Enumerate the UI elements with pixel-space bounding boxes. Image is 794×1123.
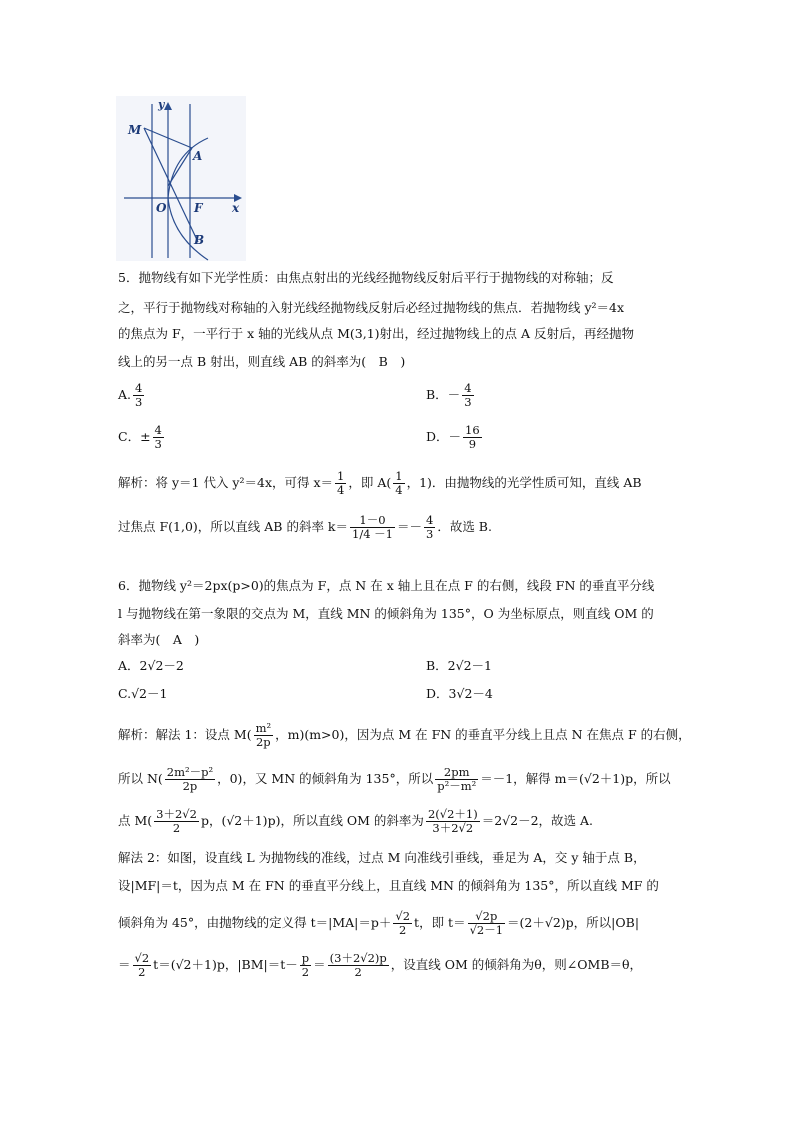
- q6-option-a: A．2√2－2: [118, 658, 184, 673]
- q6-line2: l 与抛物线在第一象限的交点为 M，直线 MN 的倾斜角为 135°，O 为坐标原点，则直线 OM 的: [118, 606, 654, 621]
- q5-line2: 之，平行于抛物线对称轴的入射光线经抛物线反射后必经过抛物线的焦点．若抛物线 y²＝4x: [118, 300, 625, 315]
- q6-option-b: B．2√2－1: [426, 658, 493, 673]
- q5-line3: 的焦点为 F，一平行于 x 轴的光线从点 M(3,1)射出，经过抛物线上的点 A 反射后，再经抛物: [118, 326, 635, 341]
- q6-option-c: C.√2－1: [118, 686, 168, 701]
- label-O: O: [156, 201, 167, 215]
- q5-option-a: A. $\frac{4}{3}$: [118, 381, 143, 409]
- q6-option-d: D．3√2－4: [426, 686, 493, 701]
- label-y: y: [158, 98, 165, 111]
- q5-option-c: C．± $\frac{4}{3}$: [118, 423, 162, 451]
- q5-line4: 线上的另一点 B 射出，则直线 AB 的斜率为( B ): [118, 354, 406, 369]
- q5-solution-line2: 过焦点 F(1,0)，所以直线 AB 的斜率 k＝ $\frac{1-0}{1/4 -1}$ ＝－ $\frac{4}{3}$ ．故选 B.: [118, 513, 492, 541]
- q6-solution-line6: 倾斜角为 45°，由抛物线的定义得 t＝|MA|＝p＋ $\frac{√2}{2}$ t，即 t＝ $\frac{√2p}{√2-1}$ ＝(2＋√2)p，所以|OB|: [118, 909, 640, 937]
- q6-line3: 斜率为( A ): [118, 632, 200, 647]
- label-M: M: [128, 123, 142, 137]
- y-axis-arrow: [164, 102, 172, 110]
- q6-solution-line3: 点 M( $\frac{3+2√2}{2}$ p，(√2＋1)p)，所以直线 OM 的斜率为 $\frac{2(√2+1)}{3+2√2}$ ＝2√2－2，故选 A.: [118, 807, 594, 835]
- q5-solution-line1: 解析：将 y＝1 代入 y²＝4x，可得 x＝ $\frac{1}{4}$ ，即 A( $\frac{1}{4}$ ，1)．由抛物线的光学性质可知，直线 AB: [118, 469, 642, 497]
- parabola-diagram: [116, 96, 246, 261]
- q6-solution-line2: 所以 N( $\frac{\text{2m²－p²}}{2p}$ ，0)，又 MN 的倾斜角为 135°，所以 $\frac{2pm}{\text{p²－m²}}$ ＝－1，解得 m＝(√2＋1)p，所以: [118, 765, 671, 793]
- label-A: A: [193, 149, 203, 163]
- q6-line1: 6．抛物线 y²＝2px(p>0)的焦点为 F，点 N 在 x 轴上且在点 F 的右侧，线段 FN 的垂直平分线: [118, 578, 655, 593]
- parabola-figure: [116, 96, 246, 261]
- q6-solution-line4: 解法 2：如图，设直线 L 为抛物线的准线，过点 M 向准线引垂线，垂足为 A，交 y 轴于点 B，: [118, 850, 646, 865]
- label-F: F: [194, 201, 203, 215]
- q5-option-b: B．－ $\frac{4}{3}$: [426, 381, 472, 409]
- q5-option-d: D．－ $\frac{16}{9}$: [426, 423, 480, 451]
- label-x: x: [232, 201, 240, 215]
- q6-solution-line5: 设|MF|＝t，因为点 M 在 FN 的垂直平分线上，且直线 MN 的倾斜角为 135°，所以直线 MF 的: [118, 878, 659, 893]
- label-B: B: [194, 233, 205, 247]
- q6-solution-line1: 解析：解法 1：设点 M( $\frac{\text{m²}}{2p}$ ，m)(m>0)，因为点 M 在 FN 的垂直平分线上且点 N 在焦点 F 的右侧，: [118, 721, 691, 749]
- q6-solution-line7: ＝ $\frac{√2}{2}$ t＝(√2＋1)p，|BM|＝t－ $\frac{p}{2}$ ＝ $\frac{(3+2√2)p}{2}$ ，设直线 OM 的倾斜角为θ，则∠OMB＝θ，: [118, 951, 643, 979]
- line-OA: [168, 148, 192, 186]
- q5-line1: 5．抛物线有如下光学性质：由焦点射出的光线经抛物线反射后平行于抛物线的对称轴；反: [118, 270, 614, 285]
